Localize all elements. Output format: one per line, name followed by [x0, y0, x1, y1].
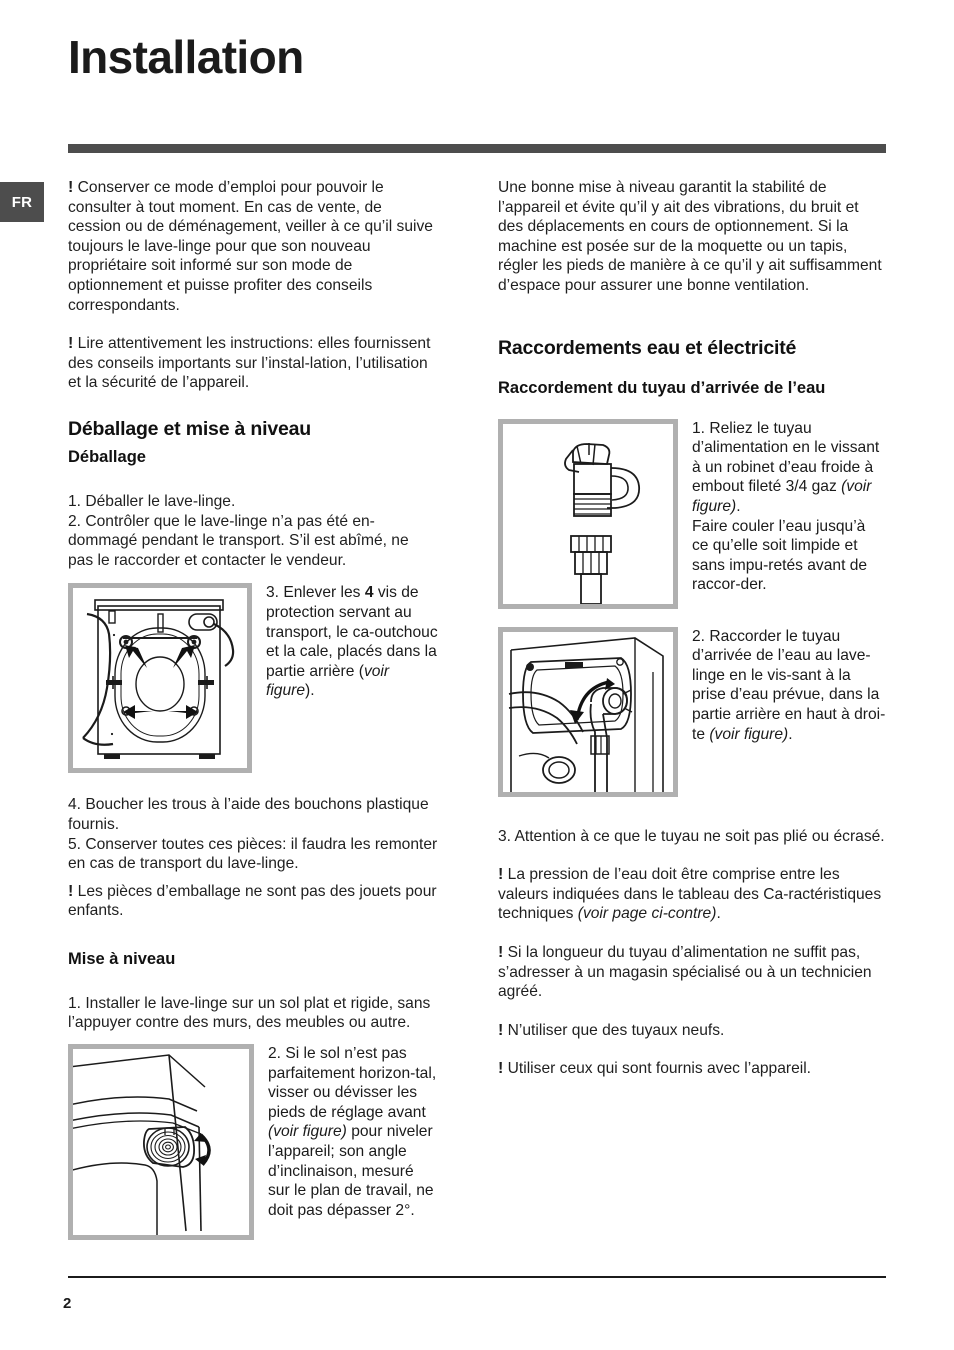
- warning-pressure-text-a: La pression de l’eau doit être comprise entre les valeurs indiquées dans le tableau des Ca-ractéristiques techniques: [498, 866, 882, 923]
- level2-text-b: pour niveler l’appareil; son angle d’inclinaison, mesuré sur le plan de travail, ne doit pas dépasser 2°.: [268, 1123, 434, 1219]
- level2-see-figure: (voir figure): [268, 1123, 347, 1141]
- levelling-intro-paragraph: Une bonne mise à niveau garantit la stabilité de l’appareil et évite qu’il y ait des vibrations, du bruit et des déplacements en cours de optionnement. Si la machine est posée sur de la moquette ou un tapis, régler les pieds de manière à ce qu’il y ait suffisamment d’espace pour assurer une bonne ventilation.: [498, 179, 882, 294]
- unpack-step-1: 1. Déballer le lave-linge.: [68, 492, 236, 510]
- figure-block-rear-inlet: [498, 627, 886, 797]
- warning-pressure-text-b: .: [716, 905, 721, 923]
- hose-step-2: [678, 627, 886, 745]
- subheading-levelling: Mise à niveau: [68, 949, 176, 968]
- warning-packaging-text: Les pièces d’emballage ne sont pas des jouets pour enfants.: [68, 882, 437, 920]
- warning-packaging-not-toys: [68, 882, 438, 921]
- warning-marker: !: [68, 882, 74, 900]
- warning-keep-manual: [68, 178, 438, 315]
- unpack-step-4: 4. Boucher les trous à l’aide des bouchons plastique fournis.: [68, 796, 429, 833]
- warning-new-hoses: [498, 1021, 886, 1041]
- page-title: Installation: [68, 31, 304, 83]
- warning-hose-length: [498, 943, 886, 1002]
- hose1-text-c: Faire couler l’eau jusqu’à ce qu’elle soit limpide et sans impu-retés avant de raccor-der.: [692, 517, 868, 594]
- figure-water-tap-and-hose: [498, 419, 678, 609]
- warning-marker: !: [68, 335, 74, 353]
- warning-supplied-hoses: [498, 1059, 886, 1079]
- warning-pressure-see-page: (voir page ci-contre): [577, 905, 717, 923]
- warning-marker: !: [68, 179, 74, 196]
- warning-hose-length-text: Si la longueur du tuyau d’alimentation ne suffit pas, s’adresser à un magasin spécialisé ou à un technicien agréé.: [498, 943, 872, 1001]
- hose-step-1: [678, 419, 886, 595]
- figure-block-adjustable-foot: [68, 1044, 438, 1240]
- warning-marker: !: [498, 866, 504, 884]
- figure-adjustable-foot: [68, 1044, 254, 1240]
- hose1-text-a: 1. Reliez le tuyau d’alimentation en le vissant à un robinet d’eau froide à embout fileté 3/4 gaz: [692, 419, 880, 496]
- warning-marker: !: [498, 1060, 504, 1078]
- step3-text-c: ).: [305, 682, 315, 700]
- hose1-see-figure: (voir figure): [692, 478, 872, 515]
- subheading-water-inlet-hose: Raccordement du tuyau d’arrivée de l’eau: [498, 378, 826, 397]
- unpack-step-3: [252, 583, 438, 701]
- step3-text-a: 3. Enlever les: [266, 584, 365, 602]
- step3-see-figure: voir figure: [266, 662, 390, 700]
- hose2-see-figure: (voir figure): [709, 725, 789, 743]
- warning-new-hoses-text: N’utiliser que des tuyaux neufs.: [503, 1021, 725, 1039]
- figure-washing-machine-rear: [68, 583, 252, 773]
- step3-screw-count: 4: [364, 584, 374, 602]
- footer-rule: [68, 1276, 886, 1278]
- heading-water-electrical-connections: Raccordements eau et électricité: [498, 336, 797, 359]
- page-number: 2: [63, 1295, 72, 1312]
- warning-water-pressure: [498, 865, 886, 924]
- warning-marker: !: [498, 943, 504, 961]
- hose2-text-a: 2. Raccorder le tuyau d’arrivée de l’eau au lave-linge en le vis-sant à la prise d’eau prévue, dans la partie arrière en haut à droi-te: [692, 627, 886, 743]
- header-rule: [68, 144, 886, 153]
- figure-block-tap: [498, 419, 886, 609]
- left-column: [68, 178, 438, 1240]
- figure-block-machine-rear: [68, 583, 438, 773]
- warning-read-instructions: [68, 334, 438, 393]
- language-tab-fr: FR: [0, 182, 44, 222]
- warning-marker: !: [498, 1021, 504, 1039]
- hose-step-3: 3. Attention à ce que le tuyau ne soit pas plié ou écrasé.: [498, 827, 885, 845]
- warning-keep-manual-text: Conserver ce mode d’emploi pour pouvoir le consulter à tout moment. En cas de vente, de cession ou de déménagement, veiller à ce qu’il suive toujours le lave-linge pour que son nouveau propriétaire soit informé sur son mode de optionnement et puisse profiter des conseils correspondants.: [68, 179, 433, 314]
- hose1-text-b: .: [736, 497, 741, 515]
- levelling-step-2: [254, 1044, 438, 1220]
- right-column: [498, 178, 886, 1079]
- levelling-step-1: 1. Installer le lave-linge sur un sol plat et rigide, sans l’appuyer contre des murs, des meubles ou autre.: [68, 994, 431, 1032]
- warning-supplied-hoses-text: Utiliser ceux qui sont fournis avec l’appareil.: [503, 1060, 812, 1078]
- unpack-step-5: 5. Conserver toutes ces pièces: il faudra les remonter en cas de transport du lave-linge.: [68, 835, 438, 873]
- warning-read-instructions-text: Lire attentivement les instructions: elles fournissent des conseils importants sur l’instal-lation, l’utilisation et la sécurité de l’appareil.: [68, 335, 431, 392]
- unpack-step-2: 2. Contrôler que le lave-linge n’a pas été en-dommagé pendant le transport. S’il est abîmé, ne pas le raccorder et contacter le vendeur.: [68, 512, 409, 569]
- hose2-text-b: .: [788, 725, 793, 743]
- heading-unpacking-levelling: Déballage et mise à niveau: [68, 417, 311, 440]
- subheading-unpacking: Déballage: [68, 447, 146, 466]
- figure-machine-rear-water-inlet: [498, 627, 678, 797]
- level2-text-a: 2. Si le sol n’est pas parfaitement horizon-tal, visser ou dévisser les pieds de réglage avant: [268, 1045, 437, 1121]
- step3-text-b: vis de protection servant au transport, le ca-outchouc et la cale, placés dans la partie arrière (: [266, 584, 438, 680]
